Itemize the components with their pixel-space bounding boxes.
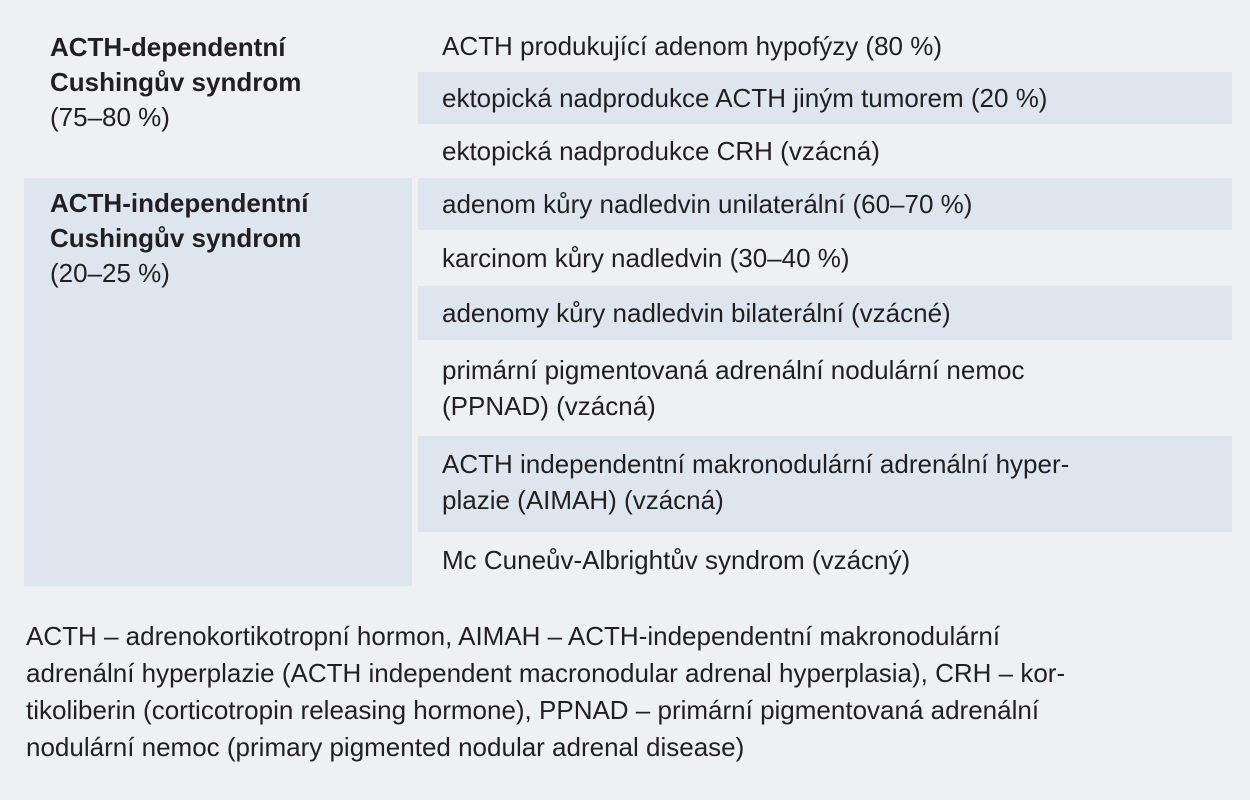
group-title-line1: ACTH-dependentní: [50, 32, 286, 62]
table-row: [418, 436, 1232, 532]
table-row: adenom kůry nadledvin unilaterální (60–70 %): [418, 178, 1232, 230]
table-row: karcinom kůry nadledvin (30–40 %): [442, 243, 850, 273]
table-row: Mc Cuneův-Albrightův syndrom (vzácný): [442, 545, 911, 575]
table-row: [418, 342, 1232, 434]
footnote-line: adrenální hyperplazie (ACTH independent macronodular adrenal hyperplasia), CRH – kor-: [26, 658, 1066, 688]
row-line: plazie (AIMAH) (vzácná): [442, 485, 724, 515]
group-percent: (75–80 %): [50, 102, 170, 132]
row-line: (PPNAD) (vzácná): [442, 391, 656, 421]
table-row: ektopická nadprodukce ACTH jiným tumorem (20 %): [418, 72, 1232, 124]
footnote-line: ACTH – adrenokortikotropní hormon, AIMAH – ACTH-independentní makronodulární: [26, 621, 1001, 651]
group-title-line1: ACTH-independentní: [50, 188, 309, 218]
row-line: primární pigmentovaná adrenální nodulární nemoc: [442, 355, 1025, 385]
footnote-line: tikoliberin (corticotropin releasing hormone), PPNAD – primární pigmentovaná adrenální: [26, 695, 1040, 725]
footnote-line: nodulární nemoc (primary pigmented nodular adrenal disease): [26, 732, 745, 762]
group-title-line2: Cushingův syndrom: [50, 67, 302, 97]
table-row: ACTH produkující adenom hypofýzy (80 %): [442, 31, 942, 61]
group-percent: (20–25 %): [50, 258, 170, 288]
table-row: adenomy kůry nadledvin bilaterální (vzácné): [418, 286, 1232, 340]
group-label-acth-dependent: [24, 22, 412, 176]
table-footnote: [26, 618, 1226, 766]
row-line: ACTH independentní makronodulární adrenální hyper-: [442, 449, 1070, 479]
group-label-acth-independent: [24, 178, 412, 586]
group-title-line2: Cushingův syndrom: [50, 223, 302, 253]
table-row: ektopická nadprodukce CRH (vzácná): [442, 136, 880, 166]
